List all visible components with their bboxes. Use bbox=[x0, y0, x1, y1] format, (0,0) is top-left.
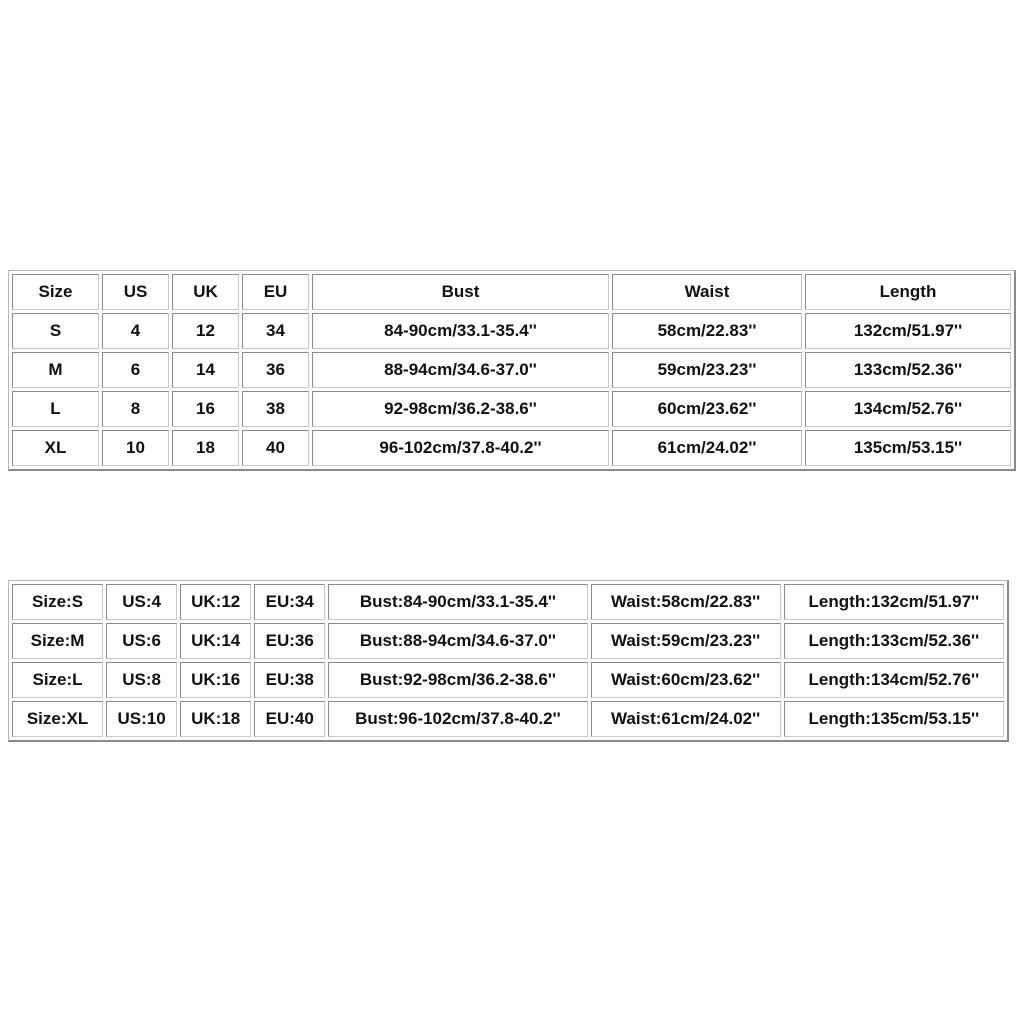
table-cell: 14 bbox=[172, 352, 239, 388]
header-cell-eu: EU bbox=[242, 274, 309, 310]
table-cell: 132cm/51.97'' bbox=[805, 313, 1011, 349]
table-cell: 135cm/53.15'' bbox=[805, 430, 1011, 466]
table-cell: 10 bbox=[102, 430, 169, 466]
table-cell: Waist:59cm/23.23'' bbox=[591, 623, 781, 659]
header-cell-size: Size bbox=[12, 274, 99, 310]
table-cell: 34 bbox=[242, 313, 309, 349]
table-cell: Size:S bbox=[12, 584, 103, 620]
table-cell: UK:18 bbox=[180, 701, 251, 737]
table-header-row bbox=[12, 274, 1011, 310]
table-row bbox=[12, 584, 1004, 620]
table-cell: US:10 bbox=[106, 701, 177, 737]
table-cell: EU:36 bbox=[254, 623, 325, 659]
table-cell: M bbox=[12, 352, 99, 388]
table-cell: 59cm/23.23'' bbox=[612, 352, 802, 388]
table-row bbox=[12, 352, 1011, 388]
table-cell: 61cm/24.02'' bbox=[612, 430, 802, 466]
table-cell: S bbox=[12, 313, 99, 349]
table-cell: 38 bbox=[242, 391, 309, 427]
table-cell: Waist:58cm/22.83'' bbox=[591, 584, 781, 620]
table-cell: 133cm/52.36'' bbox=[805, 352, 1011, 388]
table-cell: Length:132cm/51.97'' bbox=[784, 584, 1004, 620]
table-cell: US:6 bbox=[106, 623, 177, 659]
table-row bbox=[12, 701, 1004, 737]
table-cell: US:4 bbox=[106, 584, 177, 620]
table-cell: Length:134cm/52.76'' bbox=[784, 662, 1004, 698]
table-cell: 88-94cm/34.6-37.0'' bbox=[312, 352, 609, 388]
table-cell: Waist:61cm/24.02'' bbox=[591, 701, 781, 737]
header-cell-uk: UK bbox=[172, 274, 239, 310]
table-cell: UK:16 bbox=[180, 662, 251, 698]
table-row bbox=[12, 313, 1011, 349]
table-cell: US:8 bbox=[106, 662, 177, 698]
table-cell: 4 bbox=[102, 313, 169, 349]
table-cell: XL bbox=[12, 430, 99, 466]
table-cell: UK:14 bbox=[180, 623, 251, 659]
header-cell-bust: Bust bbox=[312, 274, 609, 310]
table-row bbox=[12, 430, 1011, 466]
table-row bbox=[12, 623, 1004, 659]
table-cell: Size:M bbox=[12, 623, 103, 659]
header-cell-length: Length bbox=[805, 274, 1011, 310]
table-cell: Size:L bbox=[12, 662, 103, 698]
table-row bbox=[12, 662, 1004, 698]
table-cell: L bbox=[12, 391, 99, 427]
table-cell: 36 bbox=[242, 352, 309, 388]
table-cell: 92-98cm/36.2-38.6'' bbox=[312, 391, 609, 427]
table-cell: 18 bbox=[172, 430, 239, 466]
table-row bbox=[12, 391, 1011, 427]
table-cell: EU:40 bbox=[254, 701, 325, 737]
table-cell: Bust:92-98cm/36.2-38.6'' bbox=[328, 662, 587, 698]
table-cell: Waist:60cm/23.62'' bbox=[591, 662, 781, 698]
table-cell: Length:133cm/52.36'' bbox=[784, 623, 1004, 659]
header-cell-waist: Waist bbox=[612, 274, 802, 310]
table-cell: 6 bbox=[102, 352, 169, 388]
table-cell: Size:XL bbox=[12, 701, 103, 737]
header-cell-us: US bbox=[102, 274, 169, 310]
table-cell: 40 bbox=[242, 430, 309, 466]
table-cell: EU:34 bbox=[254, 584, 325, 620]
table-cell: 16 bbox=[172, 391, 239, 427]
table-cell: 58cm/22.83'' bbox=[612, 313, 802, 349]
table-cell: 8 bbox=[102, 391, 169, 427]
table-cell: Length:135cm/53.15'' bbox=[784, 701, 1004, 737]
size-chart-labeled-table bbox=[8, 580, 1009, 742]
table-cell: 134cm/52.76'' bbox=[805, 391, 1011, 427]
table-cell: EU:38 bbox=[254, 662, 325, 698]
table-cell: 96-102cm/37.8-40.2'' bbox=[312, 430, 609, 466]
table-cell: 84-90cm/33.1-35.4'' bbox=[312, 313, 609, 349]
table-cell: 60cm/23.62'' bbox=[612, 391, 802, 427]
size-chart-table bbox=[8, 270, 1016, 471]
table-cell: 12 bbox=[172, 313, 239, 349]
table-cell: Bust:88-94cm/34.6-37.0'' bbox=[328, 623, 587, 659]
table-cell: Bust:84-90cm/33.1-35.4'' bbox=[328, 584, 587, 620]
table-cell: UK:12 bbox=[180, 584, 251, 620]
table-cell: Bust:96-102cm/37.8-40.2'' bbox=[328, 701, 587, 737]
